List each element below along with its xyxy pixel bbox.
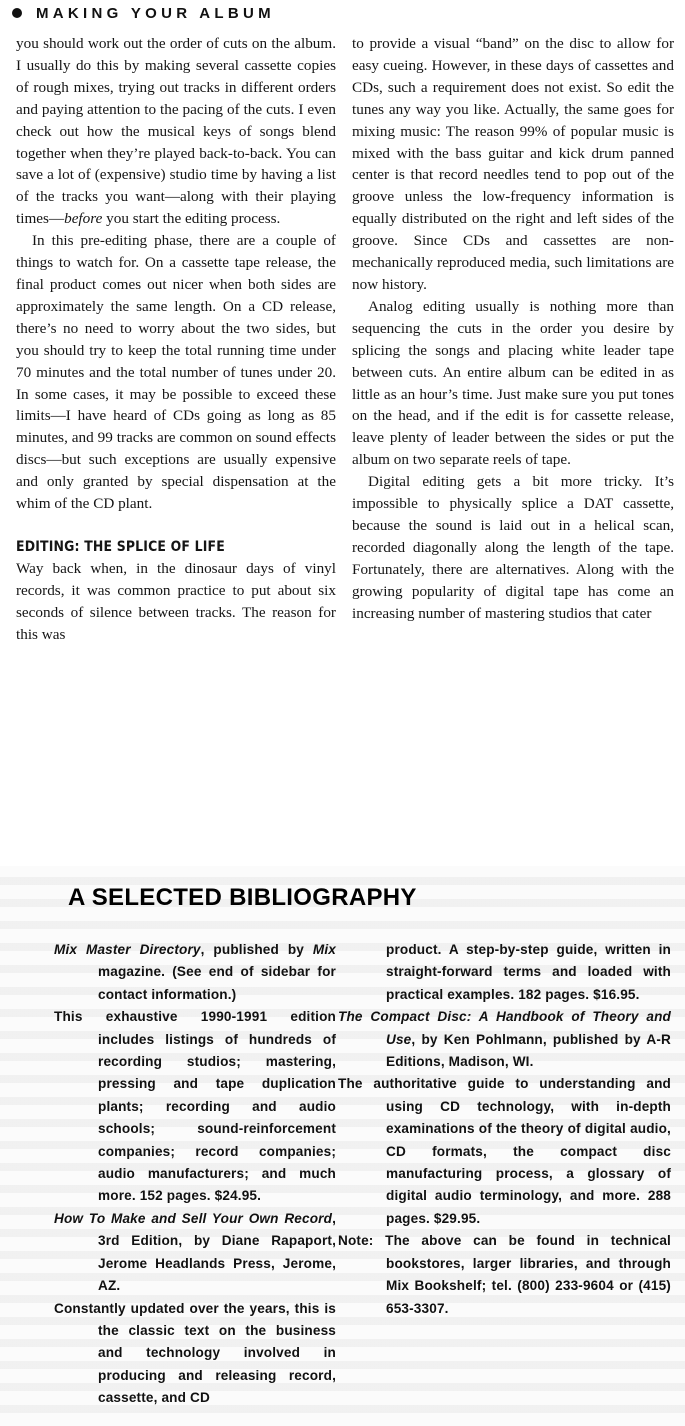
paragraph xyxy=(16,33,336,230)
section-title: MAKING YOUR ALBUM xyxy=(36,4,275,22)
paragraph: Way back when, in the dinosaur days of vinyl records, it was common practice to put about six seconds of silence between tracks. The reason for this was xyxy=(16,559,336,643)
bibliography-description-continued: product. A step-by-step guide, written in straight-forward terms and loaded with practical examples. 182 pages. $16.95. xyxy=(386,942,671,1002)
bibliography-right-column xyxy=(338,939,671,1320)
publisher-italic: Mix xyxy=(312,942,336,957)
book-title: The Compact Disc: A Handbook of Theory and Use xyxy=(338,1009,671,1047)
bibliography-sidebar xyxy=(0,866,685,1426)
article-left-column xyxy=(16,33,336,646)
running-header xyxy=(12,2,275,24)
bibliography-citation xyxy=(54,939,336,1006)
emphasis-text: before xyxy=(64,210,103,228)
bibliography-description: The authoritative guide to understanding and using CD technology, with in-depth examinations of the theory of digital audio, CD formats, the compact disc manufacturing process, a glossary of digital audio terminology, and more. 288 pages. $29.95. xyxy=(338,1076,671,1226)
paragraph-text: you start the editing process. xyxy=(102,210,281,228)
paragraph: Analog editing usually is nothing more than sequencing the cuts in the order you desire by splicing the songs and placing white leader tape between cuts. An entire album can be edited in as little as an hour’s time. Just make sure you put tones on the head, and if the edit is for cassette release, leave plenty of leader between the sides or put the album on two separate reels of tape. xyxy=(352,297,674,469)
article-right-column xyxy=(352,33,674,624)
bibliography-note: Note: The above can be found in technical bookstores, larger libraries, and through Mix Bookshelf; tel. (800) 233-9604 or (415) 653-3307. xyxy=(338,1233,671,1316)
bibliography-title: A SELECTED BIBLIOGRAPHY xyxy=(68,884,417,911)
paragraph-text: you should work out the order of cuts on the album. I usually do this by making several cassette copies of rough mixes, trying out tracks in different orders and paying attention to the pacing of the cuts. I even check out how the musical keys of songs blend together when they’re played back-to-back. You can save a lot of (expensive) studio time by having a list of the tracks you want—along with their playing times— xyxy=(16,35,336,228)
book-title: How To Make and Sell Your Own Record xyxy=(54,1210,333,1226)
citation-text: , published by xyxy=(200,942,313,957)
paragraph: to provide a visual “band” on the disc to allow for easy cueing. However, in these days of cassettes and CDs, such a requirement does not exist. So edit the tunes any way you like. Actually, the same goes for mixing music: The reason 99% of popular music is mixed with the bass guitar and kick drum panned center is that record needles tend to pop out of the groove unless the low-frequency information is equally distributed on the right and left sides of the groove. Since CDs and cassettes are non-mechanically reproduced media, such limitations are now history. xyxy=(352,35,674,293)
citation-text: , by Ken Pohlmann, published by A-R Editions, Madison, WI. xyxy=(386,1031,671,1070)
paragraph: Digital editing gets a bit more tricky. It’s impossible to physically splice a DAT cassette, because the sound is laid out in a helical scan, recorded diagonally along the length of the tape. Fortunately, there are alternatives. Along with the growing popularity of digital tape has come an increasing number of mastering studios that cater xyxy=(352,473,674,622)
citation-text: magazine. (See end of sidebar for contact information.) xyxy=(98,964,336,1002)
bibliography-citation xyxy=(338,1006,671,1073)
book-title: Mix Master Directory xyxy=(54,942,201,957)
paragraph: In this pre-editing phase, there are a couple of things to watch for. On a cassette tape release, the final product comes out nicer when both sides are approximately the same length. On a CD release, there’s no need to worry about the two sides, but you should try to keep the total running time under 70 minutes and the total number of tunes under 20. In some cases, it may be possible to exceed these limits—I have heard of CDs going as long as 85 minutes, and 99 tracks are common on sound effects discs—but such exceptions are usually expensive and only granted by special dispensation at the whim of the CD plant. xyxy=(16,232,336,513)
bibliography-description: Constantly updated over the years, this is the classic text on the business and technology involved in producing and releasing record, cassette, and CD xyxy=(54,1300,336,1406)
bibliography-left-column xyxy=(54,939,336,1410)
section-subheading: EDITING: THE SPLICE OF LIFE xyxy=(16,538,225,555)
bibliography-description: This exhaustive 1990-1991 edition includes listings of hundreds of recording studios; mastering, pressing and tape duplication plants; recording and audio schools; sound-reinforcement companies; record companies; audio manufacturers; and much more. 152 pages. $24.95. xyxy=(54,1009,336,1204)
citation-text: , 3rd Edition, by Diane Rapaport, Jerome Headlands Press, Jerome, AZ. xyxy=(98,1210,336,1294)
bibliography-citation xyxy=(54,1208,336,1298)
bullet-icon xyxy=(12,8,22,18)
